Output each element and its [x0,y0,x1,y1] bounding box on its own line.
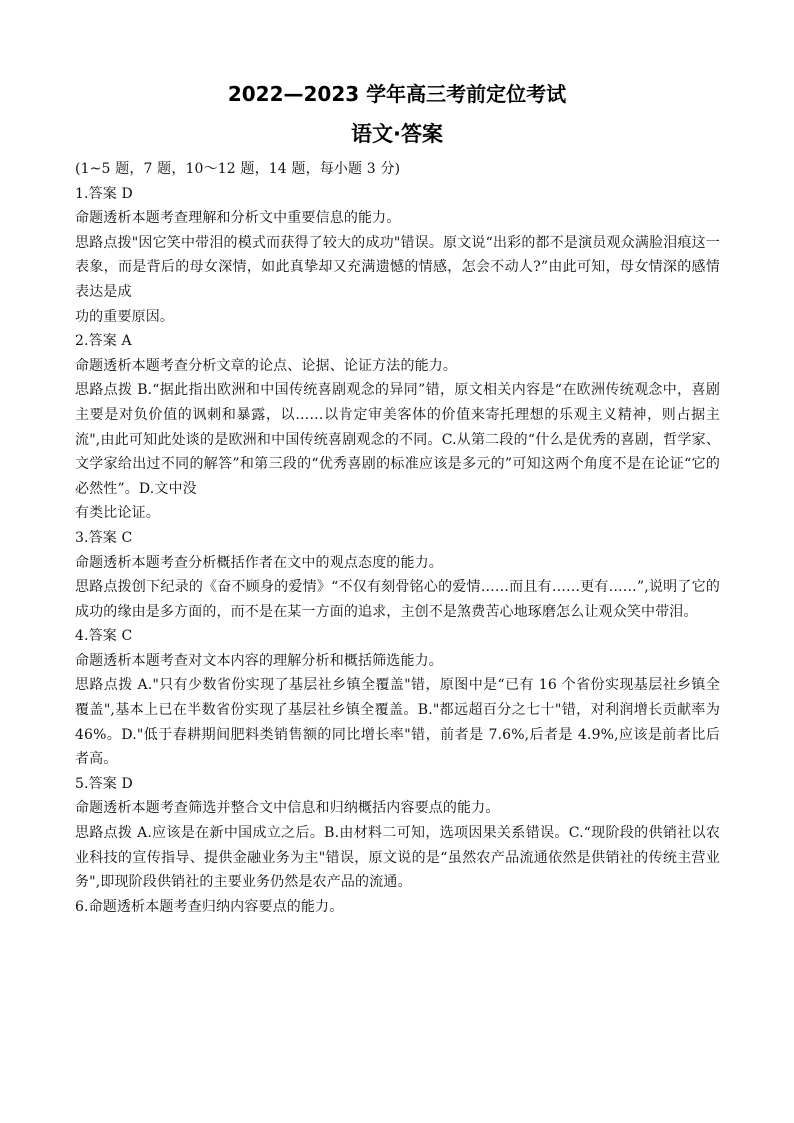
document-subtitle: 语文·答案 [351,122,443,146]
explanation-5: 思路点拨 A.应该是在新中国成立之后。B.由材料二可知，选项因果关系错误。C.“现阶段的供销社以农业科技的宣传指导、提供金融业务为主"错误，原文说的是“虽然农产品流通依然是供销社的传统主营业务",即现阶段供销社的主要业务仍然是农产品的流通。 [75,825,720,891]
answer-heading-3: 3.答案 C [75,529,133,546]
answer-heading-5: 5.答案 D [75,775,133,792]
analysis-6: 6.命题透析本题考查归纳内容要点的能力。 [75,898,344,915]
answer-heading-2: 2.答案 A [75,333,132,350]
analysis-3: 命题透析本题考查分析概括作者在文中的观点态度的能力。 [75,554,443,571]
answer-heading-1: 1.答案 D [75,185,133,202]
analysis-2: 命题透析本题考查分析文章的论点、论据、论证方法的能力。 [75,357,458,374]
explanation-4: 思路点拨 A."只有少数省份实现了基层社乡镇全覆盖"错，原图中是“已有 16 个省份实现基层社乡镇全覆盖",基本上已在半数省份实现了基层社乡镇全覆盖。B."都远超百分之七十"错，对利润增长贡献率为 46%。D."低于春耕期间肥料类销售额的同比增长率"错，前者是 7.6%,后者是 4.9%,应该是前者比后者高。 [75,677,720,768]
document-title: 2022—2023 学年高三考前定位考试 [227,82,567,106]
explanation-3: 思路点拨创下纪录的《奋不顾身的爱情》“不仅有刻骨铭心的爱情……而且有……更有……”,说明了它的成功的缘由是多方面的，而不是在某一方面的追求，主创不是煞费苦心地琢磨怎么让观众笑中带泪。 [75,579,720,620]
explanation-1: 思路点拨"因它笑中带泪的模式而获得了较大的成功"错误。原文说“出彩的都不是演员观众满脸泪痕这一表象，而是背后的母女深情，如此真挚却又充满遗憾的情感，怎会不动人?”由此可知，母女情深的感情表达是成 [75,234,720,300]
scoring-note: (1~5 题，7 题，10～12 题，14 题，每小题 3 分) [75,161,401,177]
explanation-1-cont: 功的重要原因。 [75,308,175,325]
analysis-5: 命题透析本题考查筛选并整合文中信息和归纳概括内容要点的能力。 [75,800,500,817]
analysis-4: 命题透析本题考查对文本内容的理解分析和概括筛选能力。 [75,652,443,669]
analysis-1: 命题透析本题考查理解和分析文中重要信息的能力。 [75,210,401,227]
answer-body [75,157,720,919]
answer-heading-4: 4.答案 C [75,628,133,645]
explanation-2-cont: 有类比论证。 [75,505,160,522]
explanation-2: 思路点拨 B.“据此指出欧洲和中国传统喜剧观念的异同”错，原文相关内容是“在欧洲传统观念中，喜剧主要是对负价值的讽刺和暴露，以……以肯定审美客体的价值来寄托理想的乐观主义精神，则占据主流",由此可知此处谈的是欧洲和中国传统喜剧观念的不同。C.从第二段的“什么是优秀的喜剧，哲学家、文学家给出过不同的解答”和第三段的“优秀喜剧的标准应该是多元的”可知这两个角度不是在论证“它的必然性”。D.文中没 [75,382,720,497]
